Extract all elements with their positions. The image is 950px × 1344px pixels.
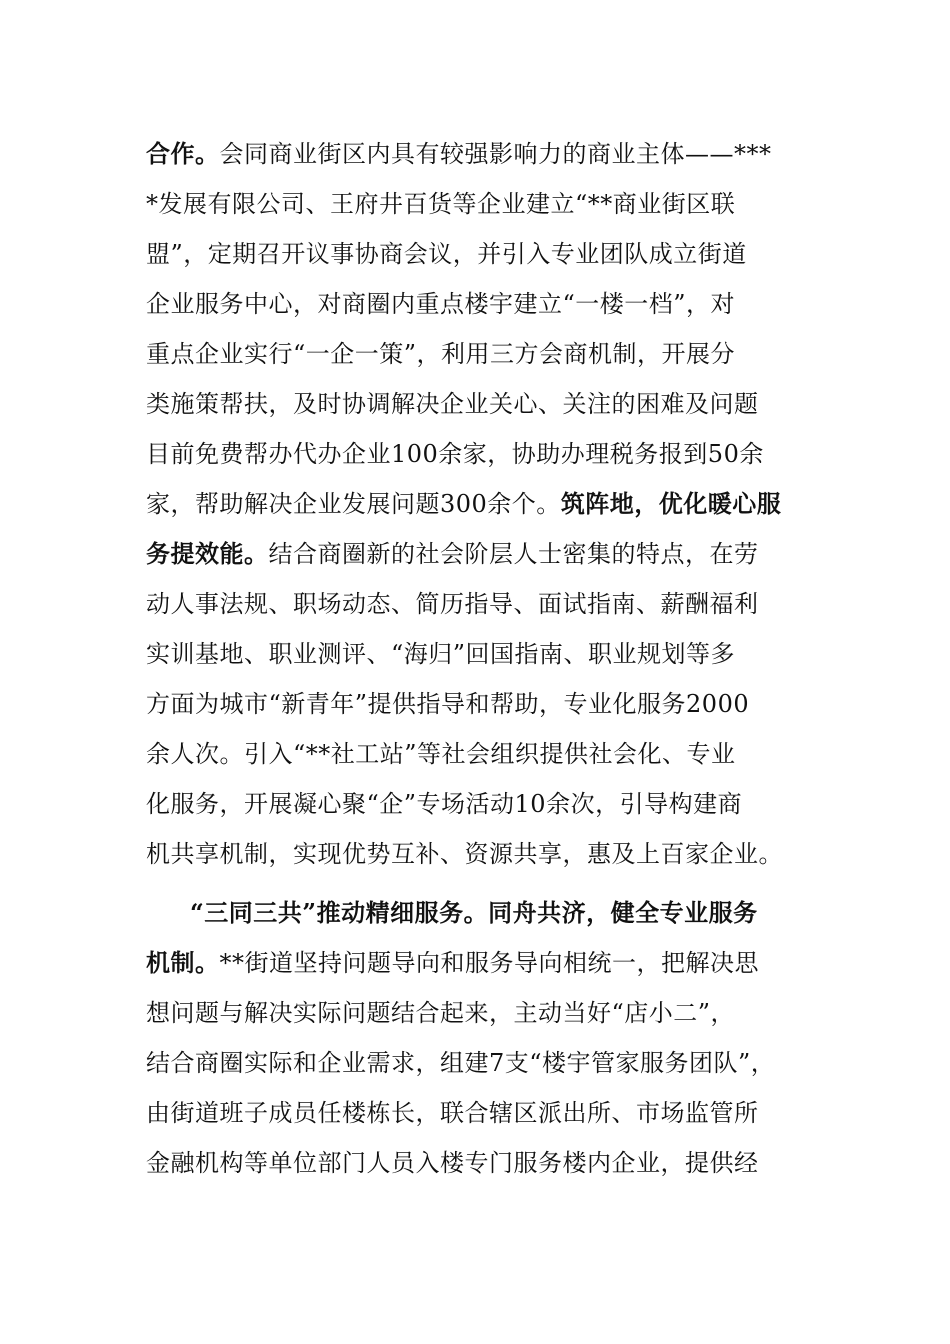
- body-text: 类施策帮扶，及时协调解决企业关心、关注的困难及问题: [146, 390, 759, 418]
- text-line: [146, 1145, 826, 1181]
- text-line: [146, 786, 826, 822]
- text-line: [146, 995, 826, 1031]
- text-line: [146, 486, 826, 522]
- text-line: [146, 945, 826, 981]
- body-text: *发展有限公司、王府井百货等企业建立“**商业街区联: [146, 190, 736, 218]
- body-text: 家，帮助解决企业发展问题300余个。: [146, 490, 561, 518]
- text-line: [146, 686, 826, 722]
- body-text: 实训基地、职业测评、“海归”回国指南、职业规划等多: [146, 640, 736, 668]
- body-text: 盟”，定期召开议事协商会议，并引入专业团队成立街道: [146, 240, 747, 268]
- text-line: [146, 136, 826, 172]
- text-line: [146, 1095, 826, 1131]
- bold-heading: 筑阵地，优化暖心服: [560, 489, 782, 518]
- body-text: 机共享机制，实现优势互补、资源共享，惠及上百家企业。: [146, 840, 783, 868]
- bold-heading: “三同三共”推动精细服务。同舟共济，健全专业服务: [190, 898, 758, 927]
- text-line: [146, 286, 826, 322]
- body-text: 化服务，开展凝心聚“企”专场活动10余次，引导构建商: [146, 790, 743, 818]
- text-line: [146, 586, 826, 622]
- body-text: 由街道班子成员任楼栋长，联合辖区派出所、市场监管所: [146, 1099, 759, 1127]
- text-line: [190, 895, 826, 931]
- text-line: [146, 636, 826, 672]
- body-text: 结合商圈实际和企业需求，组建7支“楼宇管家服务团队”，: [146, 1049, 776, 1077]
- bold-heading: 机制。: [146, 948, 220, 977]
- body-text: 动人事法规、职场动态、简历指导、面试指南、薪酬福利: [146, 590, 759, 618]
- body-text: 企业服务中心，对商圈内重点楼宇建立“一楼一档”，对: [146, 290, 736, 318]
- text-line: [146, 386, 826, 422]
- text-line: [146, 236, 826, 272]
- body-text: 方面为城市“新青年”提供指导和帮助，专业化服务2000: [146, 690, 750, 718]
- text-line: [146, 736, 826, 772]
- text-line: [146, 1045, 826, 1081]
- body-text: 会同商业街区内具有较强影响力的商业主体——***: [219, 140, 772, 168]
- text-line: [146, 436, 826, 472]
- text-line: [146, 336, 826, 372]
- body-text: 结合商圈新的社会阶层人士密集的特点，在劳: [268, 540, 759, 568]
- bold-heading: 合作。: [146, 139, 220, 168]
- bold-heading: 务提效能。: [146, 539, 269, 568]
- body-text: 重点企业实行“一企一策”，利用三方会商机制，开展分: [146, 340, 736, 368]
- body-text: **街道坚持问题导向和服务导向相统一，把解决思: [219, 949, 759, 977]
- text-line: [146, 836, 826, 872]
- body-text: 金融机构等单位部门人员入楼专门服务楼内企业，提供经: [146, 1149, 759, 1177]
- text-line: [146, 536, 826, 572]
- text-line: [146, 186, 826, 222]
- body-text: 余人次。引入“**社工站”等社会组织提供社会化、专业: [146, 740, 736, 768]
- body-text: 想问题与解决实际问题结合起来，主动当好“店小二”，: [146, 999, 736, 1027]
- body-text: 目前免费帮办代办企业100余家，协助办理税务报到50余: [146, 440, 764, 468]
